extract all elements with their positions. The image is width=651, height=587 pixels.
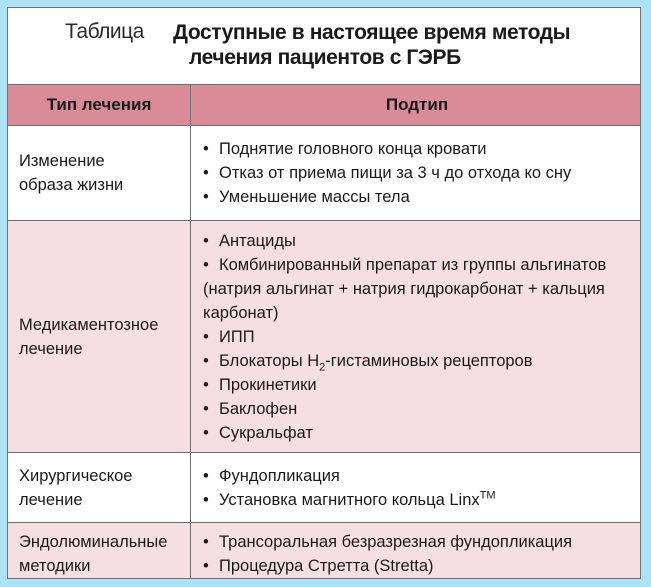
list-item-line: (натрия альгинат + натрия гидрокарбонат + кальция: [203, 279, 605, 298]
table-caption: [8, 8, 640, 84]
treatment-type-line: Медикаментозное: [19, 315, 159, 334]
subtype-list: [203, 229, 635, 445]
subtype-list: [203, 137, 635, 209]
treatment-type-line: методики: [19, 556, 91, 575]
treatment-table: [7, 84, 641, 579]
caption-title-line2: лечения пациентов с ГЭРБ: [189, 46, 461, 69]
treatment-type-line: Эндолюминальные: [19, 532, 168, 551]
list-item-text: Блокаторы H: [219, 351, 320, 370]
treatment-type-cell: [8, 453, 191, 523]
header-subtype: Подтип: [191, 85, 642, 126]
treatment-type-line: образа жизни: [19, 176, 124, 194]
list-item: • Сукральфат: [203, 421, 635, 445]
list-item: [203, 349, 635, 373]
header-treatment-type: Тип лечения: [8, 85, 191, 126]
list-item: [203, 253, 635, 325]
header-row: [8, 85, 642, 126]
subtype-cell: [191, 126, 642, 221]
treatment-type-cell: [8, 523, 191, 580]
treatment-type-line: лечение: [19, 490, 83, 509]
subtype-list: [203, 530, 635, 578]
table-row: [8, 523, 642, 580]
treatment-type-line: лечение: [19, 339, 83, 358]
list-item: • ИПП: [203, 325, 635, 349]
list-item: • Процедура Стретта (Stretta): [203, 554, 635, 578]
list-item: • Прокинетики: [203, 373, 635, 397]
subtype-cell: [191, 453, 642, 523]
treatment-type-cell: [8, 126, 191, 221]
list-item: [203, 488, 635, 512]
treatment-type-cell: [8, 221, 191, 453]
list-item: • Поднятие головного конца кровати: [203, 137, 635, 161]
list-item-line: Комбинированный препарат из группы альгинатов: [219, 255, 607, 274]
subtype-list: [203, 464, 635, 512]
treatment-type-line: Изменение: [19, 152, 105, 170]
caption-label: Таблица: [65, 20, 144, 43]
table-card: [7, 7, 641, 579]
table-row: [8, 221, 642, 453]
caption-title-line1: Доступные в настоящее время методы: [173, 21, 571, 44]
treatment-type-line: Хирургическое: [19, 466, 133, 485]
trademark-superscript: TM: [479, 489, 496, 501]
subtype-cell: [191, 221, 642, 453]
list-item: • Баклофен: [203, 397, 635, 421]
list-item: • Антациды: [203, 229, 635, 253]
subscript: 2: [319, 360, 326, 373]
list-item-text: -гистаминовых рецепторов: [325, 351, 533, 370]
list-item-text: Установка магнитного кольца Linx: [219, 490, 480, 509]
table-row: [8, 453, 642, 523]
caption-title: [173, 20, 613, 70]
list-item: • Уменьшение массы тела: [203, 185, 635, 209]
list-item: • Трансоральная безразрезная фундопликация: [203, 530, 635, 554]
subtype-cell: [191, 523, 642, 580]
list-item: • Фундопликация: [203, 464, 635, 488]
table-row: [8, 126, 642, 221]
list-item: • Отказ от приема пищи за 3 ч до отхода ко сну: [203, 161, 635, 185]
list-item-line: карбонат): [203, 303, 279, 322]
